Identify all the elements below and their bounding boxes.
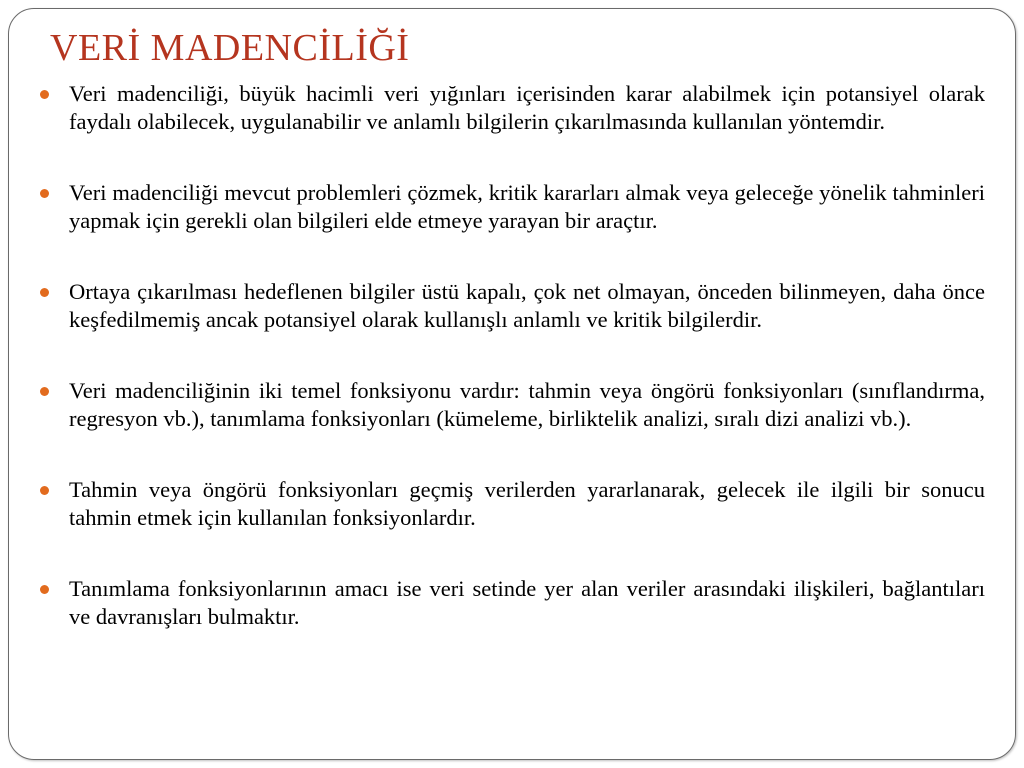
bullet-text: Tanımlama fonksiyonlarının amacı ise veri setinde yer alan veriler arasındaki ilişkileri, bağlantıları ve davranışları bulmaktır. — [69, 576, 985, 629]
bullet-icon — [40, 189, 49, 198]
bullet-item — [40, 179, 985, 235]
bullet-list — [40, 80, 985, 631]
bullet-item — [40, 476, 985, 532]
slide-title: VERİ MADENCİLİĞİ — [50, 27, 410, 69]
bullet-icon — [40, 387, 49, 396]
bullet-icon — [40, 288, 49, 297]
bullet-icon — [40, 90, 49, 99]
bullet-icon — [40, 486, 49, 495]
bullet-item — [40, 575, 985, 631]
bullet-icon — [40, 585, 49, 594]
bullet-text: Veri madenciliği mevcut problemleri çözmek, kritik kararları almak veya geleceğe yönelik tahminleri yapmak için gerekli olan bilgileri elde etmeye yarayan bir araçtır. — [69, 180, 985, 233]
bullet-text: Veri madenciliğinin iki temel fonksiyonu vardır: tahmin veya öngörü fonksiyonları (sınıflandırma, regresyon vb.), tanımlama fonksiyonları (kümeleme, birliktelik analizi, sıralı dizi analizi vb.). — [69, 378, 985, 431]
bullet-text: Tahmin veya öngörü fonksiyonları geçmiş verilerden yararlanarak, gelecek ile ilgili bir sonucu tahmin etmek için kullanılan fonksiyonlardır. — [69, 477, 985, 530]
bullet-text: Ortaya çıkarılması hedeflenen bilgiler üstü kapalı, çok net olmayan, önceden bilinmeyen, daha önce keşfedilmemiş ancak potansiyel olarak kullanışlı anlamlı ve kritik bilgilerdir. — [69, 279, 985, 332]
bullet-item — [40, 80, 985, 136]
bullet-item — [40, 377, 985, 433]
bullet-text: Veri madenciliği, büyük hacimli veri yığınları içerisinden karar alabilmek için potansiyel olarak faydalı olabilecek, uygulanabilir ve anlamlı bilgilerin çıkarılmasında kullanılan yöntemdir. — [69, 81, 985, 134]
bullet-item — [40, 278, 985, 334]
